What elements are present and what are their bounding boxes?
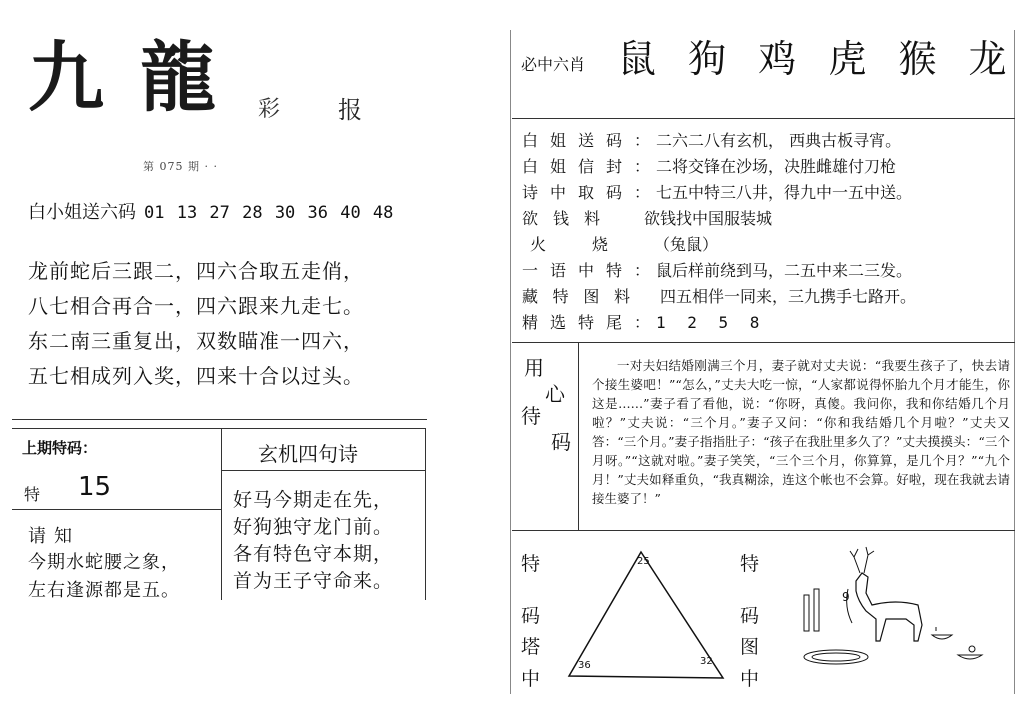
yong-xin-char: 用 [524, 356, 544, 380]
info-row [522, 310, 916, 336]
last-issue-te-label: 特 [24, 485, 41, 504]
deer-illustration [796, 545, 992, 675]
picture-label-char: 码 [740, 605, 760, 627]
tower-label-char: 塔 [521, 636, 541, 658]
last-issue-title: 上期特码： [22, 439, 98, 457]
info-text: 二六二八有玄机， 西典古板寻宵。 [656, 131, 902, 150]
yong-xin-char: 心 [545, 382, 565, 406]
info-text: 七五中特三八井，得九中一五中送。 [656, 183, 913, 202]
tower-label-char: 特 [521, 553, 541, 575]
box-divider [221, 428, 222, 600]
box-top-rule [12, 419, 427, 420]
xuanji-line: 好狗独守龙门前。 [233, 516, 394, 538]
picture-label-char: 图 [740, 636, 760, 658]
six-zodiac-label: 必中六肖 [521, 55, 586, 74]
masthead-char-1: 九 [28, 33, 106, 122]
info-row [522, 154, 916, 180]
picture-number: 9 [842, 590, 850, 604]
last-issue-number: 15 [78, 472, 112, 502]
info-text: （兔鼠） [654, 235, 719, 254]
info-rows [522, 128, 916, 336]
bai-jie-label: 白小姐送六码 [28, 202, 136, 223]
zodiac: 虎 [828, 37, 870, 81]
xuanji-line: 好马今期走在先， [233, 489, 394, 511]
issue-line: 第 075 期 · · [143, 160, 218, 173]
info-text: 二将交锋在沙场，决胜雌雄付刀枪 [656, 157, 897, 176]
main-poem [28, 254, 364, 394]
info-row [522, 180, 916, 206]
zodiac: 鼠 [618, 37, 660, 81]
page-fold-rule [510, 30, 511, 694]
info-text: 四五相伴一同来，三九携手七路开。 [660, 287, 917, 306]
tower-right-number: 32 [700, 656, 713, 667]
box-right-rule [425, 428, 426, 600]
zodiac: 猴 [898, 37, 940, 81]
six-zodiac-list [618, 28, 1010, 83]
info-label: 藏特图料 [522, 287, 630, 306]
poem-line: 龙前蛇后三跟二，四六合取五走俏， [28, 259, 364, 283]
story-text: 一对夫妇结婚刚满三个月，妻子就对丈夫说：“我要生孩子了，快去请个接生婆吧！”“怎么，”丈夫大吃一惊，“人家都说得怀胎九个月才能生，你这是……”妻子看了看他，说：“你呀，真傻。我问你，我和你结婚几个月啦？”丈夫说：“三个月。”妻子又问：“你和我结婚几个月啦？”丈夫又答：“三个月。”妻子指指肚子：“孩子在我肚里多久了？”丈夫摸摸头：“三个月呀。”“这就对啦。”妻子笑笑，“三个三个月，你算算，是几个月？”“九个月！”丈夫如释重负，“我真糊涂，连这个帐也不会算。好啦，现在我就去请接生婆了！” [592, 358, 1010, 506]
info-label: 一语中特： [522, 261, 650, 280]
qing-zhi-text [28, 549, 180, 605]
xuanji-title: 玄机四句诗 [258, 442, 358, 466]
info-text: 欲钱找中国服装城 [644, 209, 773, 228]
qing-zhi-line: 今期水蛇腰之象， [28, 552, 180, 573]
info-text: 1 2 5 8 [656, 313, 766, 332]
zodiac: 龙 [968, 37, 1010, 81]
picture-label-char: 中 [740, 668, 760, 690]
xuanji-title-rule [222, 470, 426, 471]
bai-jie-six-codes [28, 198, 393, 224]
tower-label-char: 码 [521, 605, 541, 627]
masthead-char-4: 报 [338, 96, 362, 124]
info-label: 火烧 [530, 235, 608, 254]
qing-zhi-line: 左右逢源都是五。 [28, 580, 180, 601]
box-top-rule-2 [12, 428, 426, 429]
info-text: 鼠后样前绕到马，二五中来二三发。 [656, 261, 913, 280]
right-edge-rule [1014, 30, 1015, 694]
info-row [522, 258, 916, 284]
info-label: 精选特尾： [522, 313, 650, 332]
xuanji-line: 各有特色守本期， [233, 543, 394, 565]
info-row [522, 232, 916, 258]
masthead-char-2: 龍 [140, 33, 216, 122]
info-row [522, 128, 916, 154]
info-row [522, 206, 916, 232]
xuanji-line: 首为王子守命来。 [233, 570, 394, 592]
header-bottom-rule [512, 118, 1015, 119]
qing-zhi-title: 请知 [28, 526, 80, 547]
tower-left-number: 36 [578, 660, 591, 671]
bai-jie-numbers: 01 13 27 28 30 36 40 48 [144, 203, 394, 223]
info-label: 诗中取码： [522, 183, 650, 202]
poem-line: 五七相成列入奖，四来十合以过头。 [28, 364, 364, 388]
info-label: 白姐送码： [522, 131, 650, 150]
tower-top-number: 25 [637, 556, 650, 567]
poem-line: 东二南三重复出，双数瞄准一四六， [28, 329, 364, 353]
picture-label-char: 特 [740, 553, 760, 575]
story-divider [578, 342, 579, 530]
zodiac: 鸡 [758, 37, 800, 81]
xuanji-poem [233, 487, 393, 595]
masthead-char-3: 彩 [258, 97, 281, 122]
zodiac: 狗 [688, 37, 730, 81]
story-top-rule [512, 342, 1015, 343]
story-bottom-rule [512, 530, 1015, 531]
info-label: 欲钱料 [522, 209, 600, 228]
poem-line: 八七相合再合一，四六跟来九走七。 [28, 294, 364, 318]
yong-xin-char: 码 [551, 430, 571, 454]
last-issue-bottom-rule [12, 509, 221, 510]
info-row [522, 284, 916, 310]
info-label: 白姐信封： [522, 157, 650, 176]
tower-label-char: 中 [521, 668, 541, 690]
yong-xin-char: 待 [521, 404, 541, 428]
